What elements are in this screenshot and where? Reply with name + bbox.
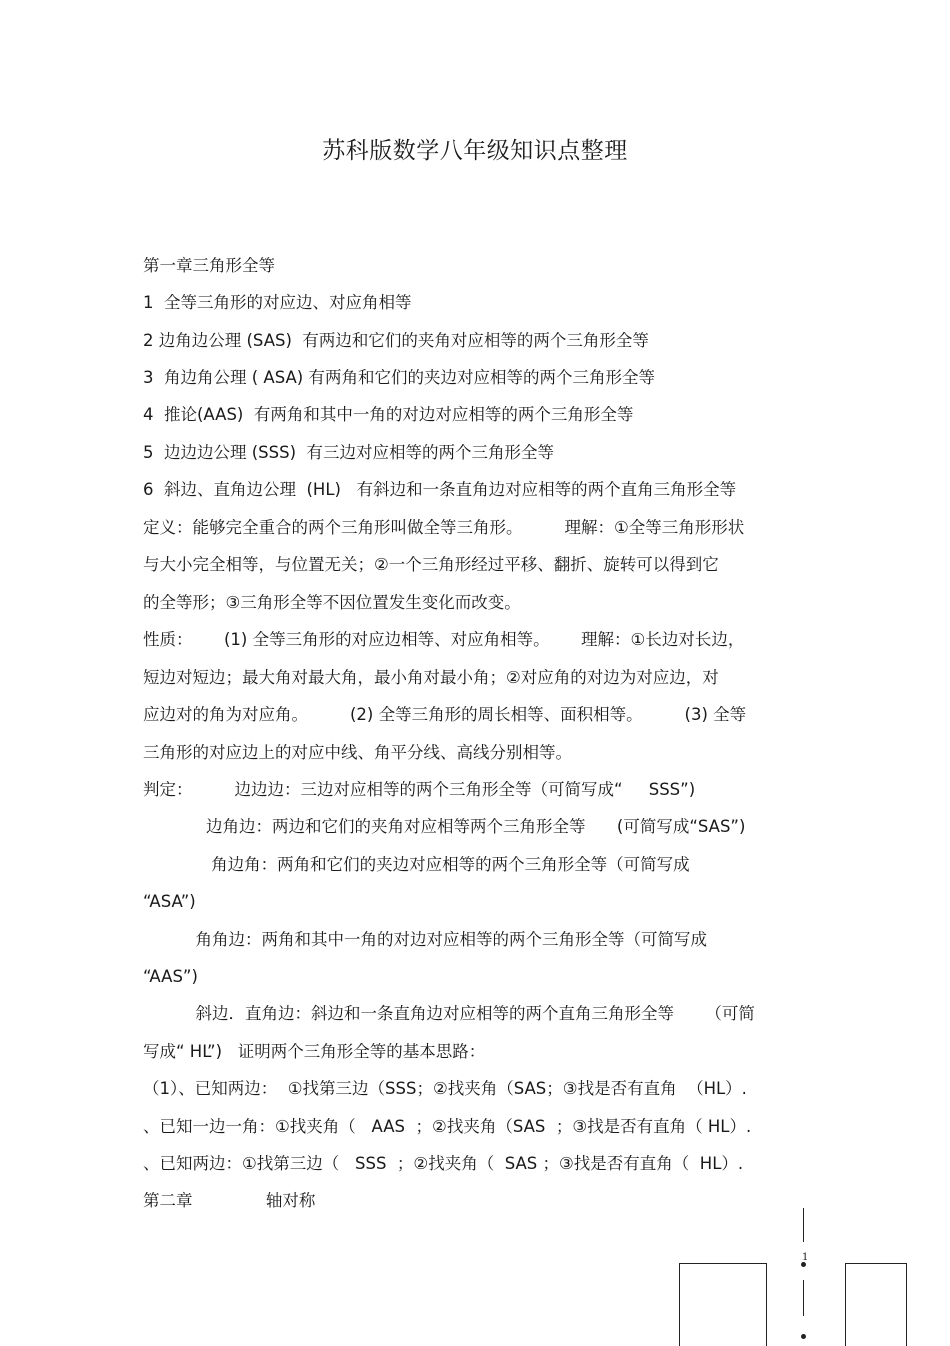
text-line: 角角边：两角和其中一角的对边对应相等的两个三角形全等（可简写成 [143, 930, 707, 949]
text-line: 斜边．直角边：斜边和一条直角边对应相等的两个直角三角形全等 （可简 [143, 1004, 755, 1023]
text-line: 三角形的对应边上的对应中线、角平分线、高线分别相等。 [143, 743, 572, 762]
text-line: 、已知两边：①找第三边（ SSS ；②找夹角（ SAS ；③找是否有直角（ HL）. [143, 1154, 744, 1173]
page-title: 苏科版数学八年级知识点整理 [322, 138, 628, 164]
text-line: 角边角：两角和它们的夹边对应相等的两个三角形全等（可简写成 [143, 855, 690, 874]
text-line: 1 全等三角形的对应边、对应角相等 [143, 293, 412, 312]
text-line: 边角边：两边和它们的夹角对应相等两个三角形全等 (可简写成“SAS”) [143, 817, 746, 836]
binding-box [679, 1263, 767, 1346]
text-line: 短边对短边；最大角对最大角，最小角对最小角；②对应角的对边为对应边，对 [143, 668, 719, 687]
text-line: “ASA”) [143, 892, 196, 911]
text-line: 的全等形；③三角形全等不因位置发生变化而改变。 [143, 593, 521, 612]
text-line: 3 角边角公理 ( ASA) 有两角和它们的夹边对应相等的两个三角形全等 [143, 368, 655, 387]
binding-rule [803, 1280, 804, 1316]
page-number: 1 [802, 1252, 809, 1263]
text-line: 、已知一边一角：①找夹角（ AAS ；②找夹角（SAS ；③找是否有直角（ HL）. [143, 1117, 752, 1136]
text-line: 定义：能够完全重合的两个三角形叫做全等三角形。 理解：①全等三角形形状 [143, 518, 745, 537]
text-line: 性质： (1) 全等三角形的对应边相等、对应角相等。 理解：①长边对长边， [143, 630, 745, 649]
text-line: 应边对的角为对应角。 (2) 全等三角形的周长相等、面积相等。 (3) 全等 [143, 705, 747, 724]
binding-dot [801, 1334, 806, 1339]
text-line: 与大小完全相等，与位置无关；②一个三角形经过平移、翻折、旋转可以得到它 [143, 555, 719, 574]
text-line: 第二章 轴对称 [143, 1191, 316, 1210]
text-line: 4 推论(AAS) 有两角和其中一角的对边对应相等的两个三角形全等 [143, 405, 634, 424]
text-line: “AAS”) [143, 967, 198, 986]
text-line: （1）、已知两边： ①找第三边（SSS；②找夹角（SAS；③找是否有直角 （HL）. [143, 1079, 747, 1098]
text-line: 写成“ HL”) 证明两个三角形全等的基本思路： [143, 1042, 486, 1061]
text-line: 第一章三角形全等 [143, 256, 275, 275]
text-line: 6 斜边、直角边公理 (HL) 有斜边和一条直角边对应相等的两个直角三角形全等 [143, 480, 737, 499]
binding-rule [803, 1208, 804, 1242]
binding-box [845, 1263, 907, 1346]
text-line: 判定： 边边边：三边对应相等的两个三角形全等（可简写成“ SSS”) [143, 780, 696, 799]
text-line: 5 边边边公理 (SSS) 有三边对应相等的两个三角形全等 [143, 443, 555, 462]
text-line: 2 边角边公理 (SAS) 有两边和它们的夹角对应相等的两个三角形全等 [143, 331, 649, 350]
